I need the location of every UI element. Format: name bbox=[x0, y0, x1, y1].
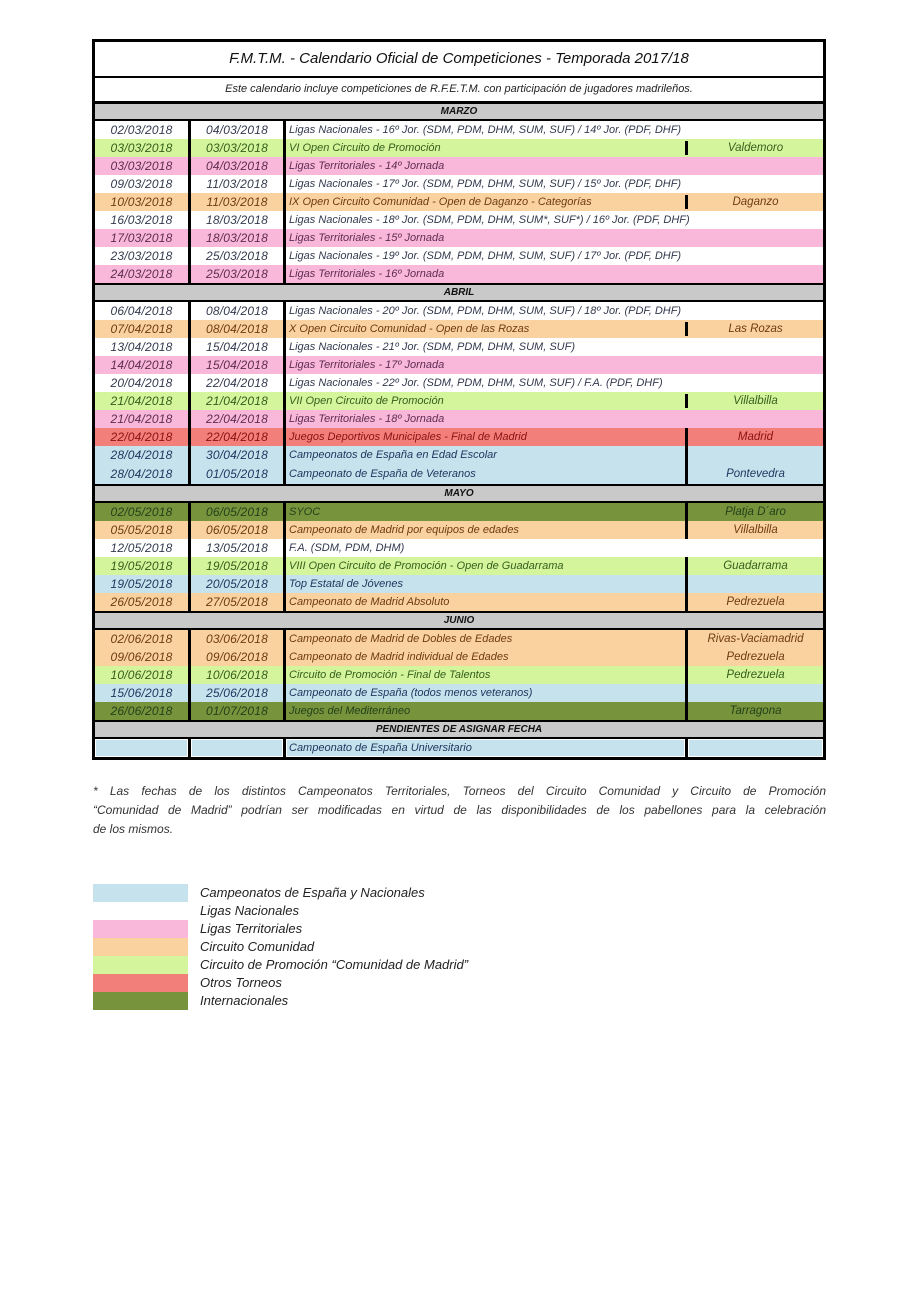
legend-item bbox=[93, 956, 593, 974]
location-cell bbox=[685, 374, 823, 392]
table-row bbox=[95, 684, 823, 702]
start-date-cell: 20/04/2018 bbox=[110, 376, 173, 390]
location-cell bbox=[685, 247, 823, 265]
event-cell: Campeonato de España Universitario bbox=[283, 739, 685, 757]
table-row bbox=[95, 374, 823, 392]
end-date-cell: 15/04/2018 bbox=[188, 338, 283, 356]
event-cell: Campeonatos de España en Edad Escolar bbox=[283, 446, 685, 464]
legend-swatch bbox=[93, 884, 188, 902]
location-cell bbox=[685, 446, 823, 464]
location-cell: Pedrezuela bbox=[685, 648, 823, 666]
event-cell: Top Estatal de Jóvenes bbox=[283, 575, 685, 593]
event-cell: Campeonato de Madrid de Dobles de Edades bbox=[283, 630, 685, 648]
end-date-cell: 22/04/2018 bbox=[188, 410, 283, 428]
table-row bbox=[95, 338, 823, 356]
section-mayo bbox=[95, 484, 823, 611]
event-cell: SYOC bbox=[283, 503, 685, 521]
table-row bbox=[95, 320, 823, 338]
location-cell: Rivas-Vaciamadrid bbox=[685, 630, 823, 648]
start-date-cell: 24/03/2018 bbox=[110, 267, 173, 281]
start-date-cell: 07/04/2018 bbox=[110, 322, 173, 336]
table-row bbox=[95, 247, 823, 265]
start-date-cell: 26/06/2018 bbox=[110, 704, 173, 718]
event-cell: Ligas Nacionales - 20º Jor. (SDM, PDM, DHM, SUM, SUF) / 18º Jor. (PDF, DHF) bbox=[283, 302, 685, 320]
event-cell: F.A. (SDM, PDM, DHM) bbox=[283, 539, 685, 557]
end-date-cell: 11/03/2018 bbox=[188, 193, 283, 211]
end-date-cell: 15/04/2018 bbox=[188, 356, 283, 374]
event-cell: IX Open Circuito Comunidad - Open de Daganzo - Categorías bbox=[283, 193, 685, 211]
table-row bbox=[95, 648, 823, 666]
location-cell bbox=[685, 175, 823, 193]
table-row bbox=[95, 539, 823, 557]
end-date-cell: 27/05/2018 bbox=[188, 593, 283, 611]
end-date-cell: 10/06/2018 bbox=[188, 666, 283, 684]
event-cell: Ligas Nacionales - 17º Jor. (SDM, PDM, DHM, SUM, SUF) / 15º Jor. (PDF, DHF) bbox=[283, 175, 685, 193]
table-row bbox=[95, 630, 823, 648]
section-pendientes bbox=[95, 720, 823, 757]
end-date-cell: 22/04/2018 bbox=[188, 374, 283, 392]
start-date-cell: 03/03/2018 bbox=[110, 141, 173, 155]
location-cell bbox=[685, 229, 823, 247]
event-cell: Ligas Nacionales - 18º Jor. (SDM, PDM, DHM, SUM*, SUF*) / 16º Jor. (PDF, DHF) bbox=[283, 211, 685, 229]
legend-item bbox=[93, 920, 593, 938]
start-date-cell: 19/05/2018 bbox=[110, 559, 173, 573]
legend-swatch bbox=[93, 974, 188, 992]
location-cell bbox=[685, 157, 823, 175]
legend-item bbox=[93, 902, 593, 920]
section-marzo bbox=[95, 104, 823, 283]
start-date-cell: 12/05/2018 bbox=[110, 541, 173, 555]
month-header: MAYO bbox=[95, 484, 823, 503]
end-date-cell: 08/04/2018 bbox=[188, 320, 283, 338]
start-date-cell: 03/03/2018 bbox=[110, 159, 173, 173]
end-date-cell: 21/04/2018 bbox=[188, 392, 283, 410]
table-row bbox=[95, 739, 823, 757]
table-row bbox=[95, 666, 823, 684]
event-cell: Ligas Nacionales - 21º Jor. (SDM, PDM, DHM, SUM, SUF) bbox=[283, 338, 685, 356]
legend-swatch bbox=[93, 938, 188, 956]
start-date-cell: 23/03/2018 bbox=[110, 249, 173, 263]
end-date-cell: 13/05/2018 bbox=[188, 539, 283, 557]
month-header: ABRIL bbox=[95, 283, 823, 302]
table-row bbox=[95, 521, 823, 539]
location-cell: Daganzo bbox=[685, 193, 823, 211]
event-cell: Ligas Territoriales - 14º Jornada bbox=[283, 157, 685, 175]
section-junio bbox=[95, 611, 823, 720]
table-row bbox=[95, 139, 823, 157]
start-date-cell: 15/06/2018 bbox=[110, 686, 173, 700]
table-row bbox=[95, 593, 823, 611]
end-date-cell: 11/03/2018 bbox=[188, 175, 283, 193]
start-date-cell: 09/06/2018 bbox=[110, 650, 173, 664]
table-row bbox=[95, 410, 823, 428]
end-date-cell: 30/04/2018 bbox=[188, 446, 283, 464]
table-row bbox=[95, 193, 823, 211]
location-cell: Madrid bbox=[685, 428, 823, 446]
start-date-cell: 26/05/2018 bbox=[110, 595, 173, 609]
location-cell: Guadarrama bbox=[685, 557, 823, 575]
legend-swatch bbox=[93, 902, 188, 920]
legend-label: Campeonatos de España y Nacionales bbox=[200, 885, 425, 900]
table-row bbox=[95, 575, 823, 593]
location-cell bbox=[685, 410, 823, 428]
footnote-line: de los mismos. bbox=[93, 822, 174, 836]
start-date-cell: 19/05/2018 bbox=[110, 577, 173, 591]
location-cell bbox=[685, 302, 823, 320]
location-cell bbox=[685, 539, 823, 557]
legend-label: Ligas Nacionales bbox=[200, 903, 300, 918]
event-cell: Campeonato de España (todos menos veteranos) bbox=[283, 684, 685, 702]
legend-label: Circuito de Promoción “Comunidad de Madrid” bbox=[200, 957, 469, 972]
start-date-cell: 02/06/2018 bbox=[110, 632, 173, 646]
start-date-cell: 28/04/2018 bbox=[110, 448, 173, 462]
legend-item bbox=[93, 992, 593, 1010]
footnote bbox=[93, 782, 826, 839]
end-date-cell: 06/05/2018 bbox=[188, 503, 283, 521]
end-date-cell: 25/03/2018 bbox=[188, 265, 283, 283]
end-date-cell: 01/05/2018 bbox=[188, 464, 283, 484]
location-cell bbox=[685, 356, 823, 374]
location-cell: Pedrezuela bbox=[685, 666, 823, 684]
location-cell bbox=[685, 121, 823, 139]
end-date-cell bbox=[188, 739, 283, 757]
page-subtitle: Este calendario incluye competiciones de R.F.E.T.M. con participación de jugadores madrileños. bbox=[95, 78, 823, 104]
month-header: PENDIENTES DE ASIGNAR FECHA bbox=[95, 720, 823, 739]
start-date-cell: 05/05/2018 bbox=[110, 523, 173, 537]
start-date-cell: 14/04/2018 bbox=[110, 358, 173, 372]
end-date-cell: 25/03/2018 bbox=[188, 247, 283, 265]
location-cell: Valdemoro bbox=[685, 139, 823, 157]
calendar-table bbox=[92, 39, 826, 760]
end-date-cell: 04/03/2018 bbox=[188, 121, 283, 139]
end-date-cell: 25/06/2018 bbox=[188, 684, 283, 702]
start-date-cell: 10/06/2018 bbox=[110, 668, 173, 682]
table-row bbox=[95, 302, 823, 320]
start-date-cell bbox=[95, 739, 188, 757]
end-date-cell: 08/04/2018 bbox=[188, 302, 283, 320]
legend-swatch bbox=[93, 992, 188, 1010]
legend-item bbox=[93, 938, 593, 956]
location-cell: Las Rozas bbox=[685, 320, 823, 338]
location-cell: Tarragona bbox=[685, 702, 823, 720]
location-cell: Pedrezuela bbox=[685, 593, 823, 611]
end-date-cell: 19/05/2018 bbox=[188, 557, 283, 575]
end-date-cell: 04/03/2018 bbox=[188, 157, 283, 175]
start-date-cell: 13/04/2018 bbox=[110, 340, 173, 354]
legend-label: Ligas Territoriales bbox=[200, 921, 303, 936]
event-cell: Juegos Deportivos Municipales - Final de Madrid bbox=[283, 428, 685, 446]
color-legend bbox=[93, 884, 593, 1010]
table-row bbox=[95, 503, 823, 521]
legend-swatch bbox=[93, 920, 188, 938]
end-date-cell: 18/03/2018 bbox=[188, 211, 283, 229]
end-date-cell: 03/06/2018 bbox=[188, 630, 283, 648]
end-date-cell: 20/05/2018 bbox=[188, 575, 283, 593]
start-date-cell: 21/04/2018 bbox=[110, 412, 173, 426]
end-date-cell: 01/07/2018 bbox=[188, 702, 283, 720]
start-date-cell: 17/03/2018 bbox=[110, 231, 173, 245]
end-date-cell: 09/06/2018 bbox=[188, 648, 283, 666]
start-date-cell: 22/04/2018 bbox=[110, 430, 173, 444]
event-cell: Campeonato de España de Veteranos bbox=[283, 464, 685, 484]
legend-swatch bbox=[93, 956, 188, 974]
end-date-cell: 03/03/2018 bbox=[188, 139, 283, 157]
legend-label: Otros Torneos bbox=[200, 975, 282, 990]
location-cell: Pontevedra bbox=[685, 464, 823, 484]
location-cell bbox=[685, 575, 823, 593]
table-row bbox=[95, 446, 823, 464]
legend-label: Internacionales bbox=[200, 993, 289, 1008]
event-cell: VI Open Circuito de Promoción bbox=[283, 139, 685, 157]
event-cell: VII Open Circuito de Promoción bbox=[283, 392, 685, 410]
location-cell bbox=[685, 739, 823, 757]
start-date-cell: 02/03/2018 bbox=[110, 123, 173, 137]
start-date-cell: 21/04/2018 bbox=[110, 394, 173, 408]
event-cell: Campeonato de Madrid Absoluto bbox=[283, 593, 685, 611]
table-row bbox=[95, 356, 823, 374]
table-row bbox=[95, 265, 823, 283]
footnote-line: “Comunidad de Madrid” podrían ser modificadas en virtud de las disponibilidades de los pabellones para la celebración bbox=[93, 803, 826, 817]
footnote-line: * Las fechas de los distintos Campeonatos Territoriales, Torneos del Circuito Comunidad y Circuito de Promoción bbox=[93, 784, 826, 798]
table-row bbox=[95, 392, 823, 410]
end-date-cell: 06/05/2018 bbox=[188, 521, 283, 539]
event-cell: Campeonato de Madrid por equipos de edades bbox=[283, 521, 685, 539]
table-row bbox=[95, 157, 823, 175]
start-date-cell: 16/03/2018 bbox=[110, 213, 173, 227]
location-cell: Platja D´aro bbox=[685, 503, 823, 521]
location-cell bbox=[685, 211, 823, 229]
event-cell: Ligas Nacionales - 22º Jor. (SDM, PDM, DHM, SUM, SUF) / F.A. (PDF, DHF) bbox=[283, 374, 685, 392]
event-cell: Ligas Nacionales - 19º Jor. (SDM, PDM, DHM, SUM, SUF) / 17º Jor. (PDF, DHF) bbox=[283, 247, 685, 265]
event-cell: Circuito de Promoción - Final de Talentos bbox=[283, 666, 685, 684]
start-date-cell: 10/03/2018 bbox=[110, 195, 173, 209]
page-title: F.M.T.M. - Calendario Oficial de Competiciones - Temporada 2017/18 bbox=[95, 42, 823, 78]
event-cell: Juegos del Mediterráneo bbox=[283, 702, 685, 720]
event-cell: Ligas Territoriales - 16º Jornada bbox=[283, 265, 685, 283]
start-date-cell: 28/04/2018 bbox=[110, 467, 173, 481]
table-row bbox=[95, 557, 823, 575]
location-cell: Villalbilla bbox=[685, 392, 823, 410]
table-row bbox=[95, 702, 823, 720]
table-row bbox=[95, 229, 823, 247]
event-cell: Ligas Territoriales - 15º Jornada bbox=[283, 229, 685, 247]
event-cell: Ligas Territoriales - 18º Jornada bbox=[283, 410, 685, 428]
month-header: MARZO bbox=[95, 104, 823, 121]
table-row bbox=[95, 428, 823, 446]
legend-label: Circuito Comunidad bbox=[200, 939, 315, 954]
legend-item bbox=[93, 974, 593, 992]
table-row bbox=[95, 464, 823, 484]
event-cell: X Open Circuito Comunidad - Open de las Rozas bbox=[283, 320, 685, 338]
location-cell: Villalbilla bbox=[685, 521, 823, 539]
location-cell bbox=[685, 338, 823, 356]
legend-item bbox=[93, 884, 593, 902]
month-header: JUNIO bbox=[95, 611, 823, 630]
table-row bbox=[95, 211, 823, 229]
end-date-cell: 18/03/2018 bbox=[188, 229, 283, 247]
event-cell: VIII Open Circuito de Promoción - Open de Guadarrama bbox=[283, 557, 685, 575]
start-date-cell: 06/04/2018 bbox=[110, 304, 173, 318]
location-cell bbox=[685, 684, 823, 702]
start-date-cell: 02/05/2018 bbox=[110, 505, 173, 519]
table-row bbox=[95, 121, 823, 139]
section-abril bbox=[95, 283, 823, 484]
end-date-cell: 22/04/2018 bbox=[188, 428, 283, 446]
event-cell: Campeonato de Madrid individual de Edades bbox=[283, 648, 685, 666]
event-cell: Ligas Nacionales - 16º Jor. (SDM, PDM, DHM, SUM, SUF) / 14º Jor. (PDF, DHF) bbox=[283, 121, 685, 139]
start-date-cell: 09/03/2018 bbox=[110, 177, 173, 191]
location-cell bbox=[685, 265, 823, 283]
table-row bbox=[95, 175, 823, 193]
event-cell: Ligas Territoriales - 17º Jornada bbox=[283, 356, 685, 374]
